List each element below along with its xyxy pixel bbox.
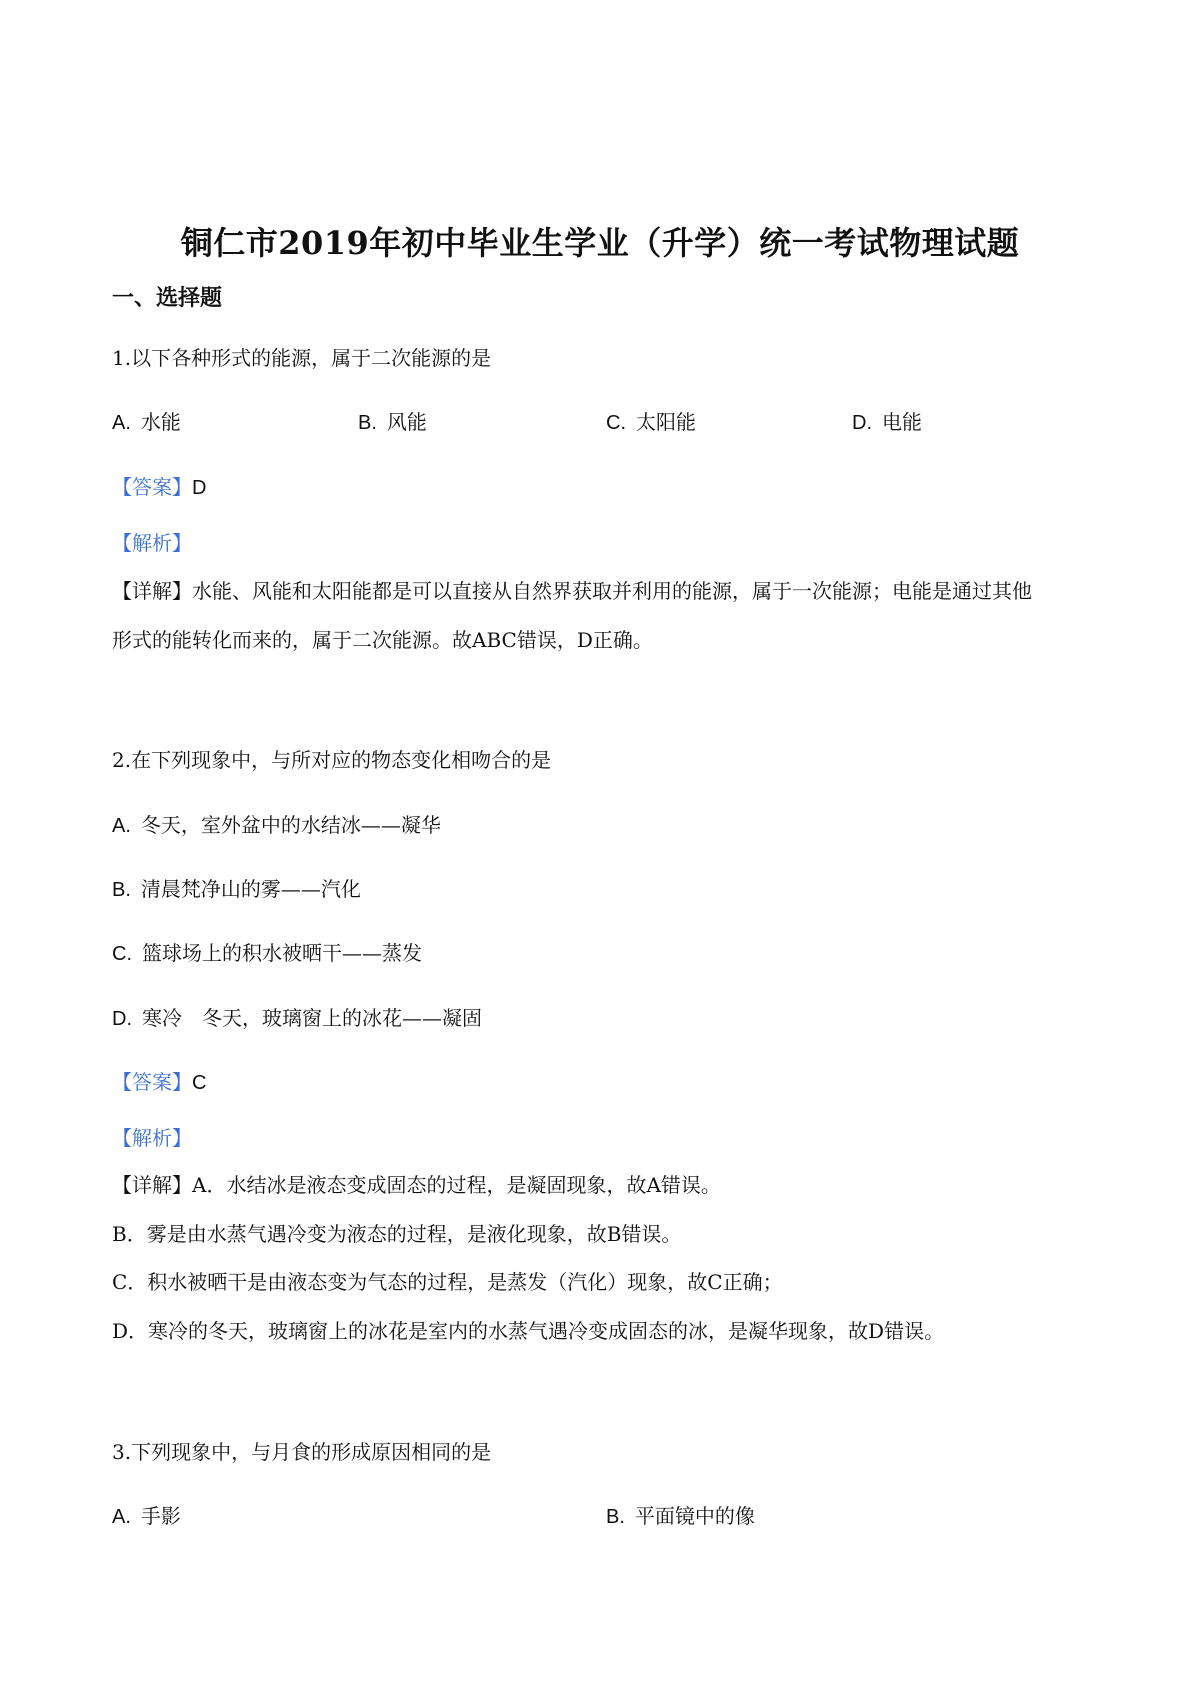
question-1-analysis-tag: 【解析】: [112, 531, 192, 555]
question-1-stem: 1.以下各种形式的能源，属于二次能源的是: [112, 346, 492, 370]
question-3-option-a: A. 手影: [112, 1504, 181, 1528]
question-1-detail-line-1: 【详解】水能、风能和太阳能都是可以直接从自然界获取并利用的能源，属于一次能源；电能是通过其他: [112, 579, 1032, 603]
question-2-option-a: A. 冬天，室外盆中的水结冰——凝华: [112, 813, 441, 837]
question-3-stem: 3.下列现象中，与月食的形成原因相同的是: [112, 1440, 492, 1464]
question-1-option-b: B. 风能: [358, 410, 427, 434]
question-2-detail-line-1: 【详解】A．水结冰是液态变成固态的过程，是凝固现象，故A错误。: [112, 1173, 721, 1197]
question-1-answer: 【答案】D: [112, 475, 207, 499]
question-1-option-d: D. 电能: [852, 410, 922, 434]
question-1-detail-line-2: 形式的能转化而来的，属于二次能源。故ABC错误，D正确。: [112, 628, 653, 652]
question-2-answer: 【答案】C: [112, 1070, 207, 1094]
question-2-detail-line-4: D．寒冷的冬天，玻璃窗上的冰花是室内的水蒸气遇冷变成固态的冰，是凝华现象，故D错误。: [112, 1319, 945, 1343]
section-heading: 一、选择题: [112, 286, 223, 311]
question-2-stem: 2.在下列现象中，与所对应的物态变化相吻合的是: [112, 748, 552, 772]
question-1-option-c: C. 太阳能: [606, 410, 696, 434]
question-2-option-d: D. 寒冷 冬天，玻璃窗上的冰花——凝固: [112, 1006, 482, 1030]
question-2-detail-line-3: C．积水被晒干是由液态变为气态的过程，是蒸发（汽化）现象，故C正确；: [112, 1270, 783, 1294]
question-2-option-c: C. 篮球场上的积水被晒干——蒸发: [112, 941, 422, 965]
question-1-option-a: A. 水能: [112, 410, 181, 434]
page-title: 铜仁市2019年初中毕业生学业（升学）统一考试物理试题: [180, 224, 1020, 262]
question-2-option-b: B. 清晨梵净山的雾——汽化: [112, 877, 361, 901]
question-2-analysis-tag: 【解析】: [112, 1126, 192, 1150]
question-2-detail-line-2: B．雾是由水蒸气遇冷变为液态的过程，是液化现象，故B错误。: [112, 1222, 682, 1246]
question-3-option-b: B. 平面镜中的像: [606, 1504, 755, 1528]
